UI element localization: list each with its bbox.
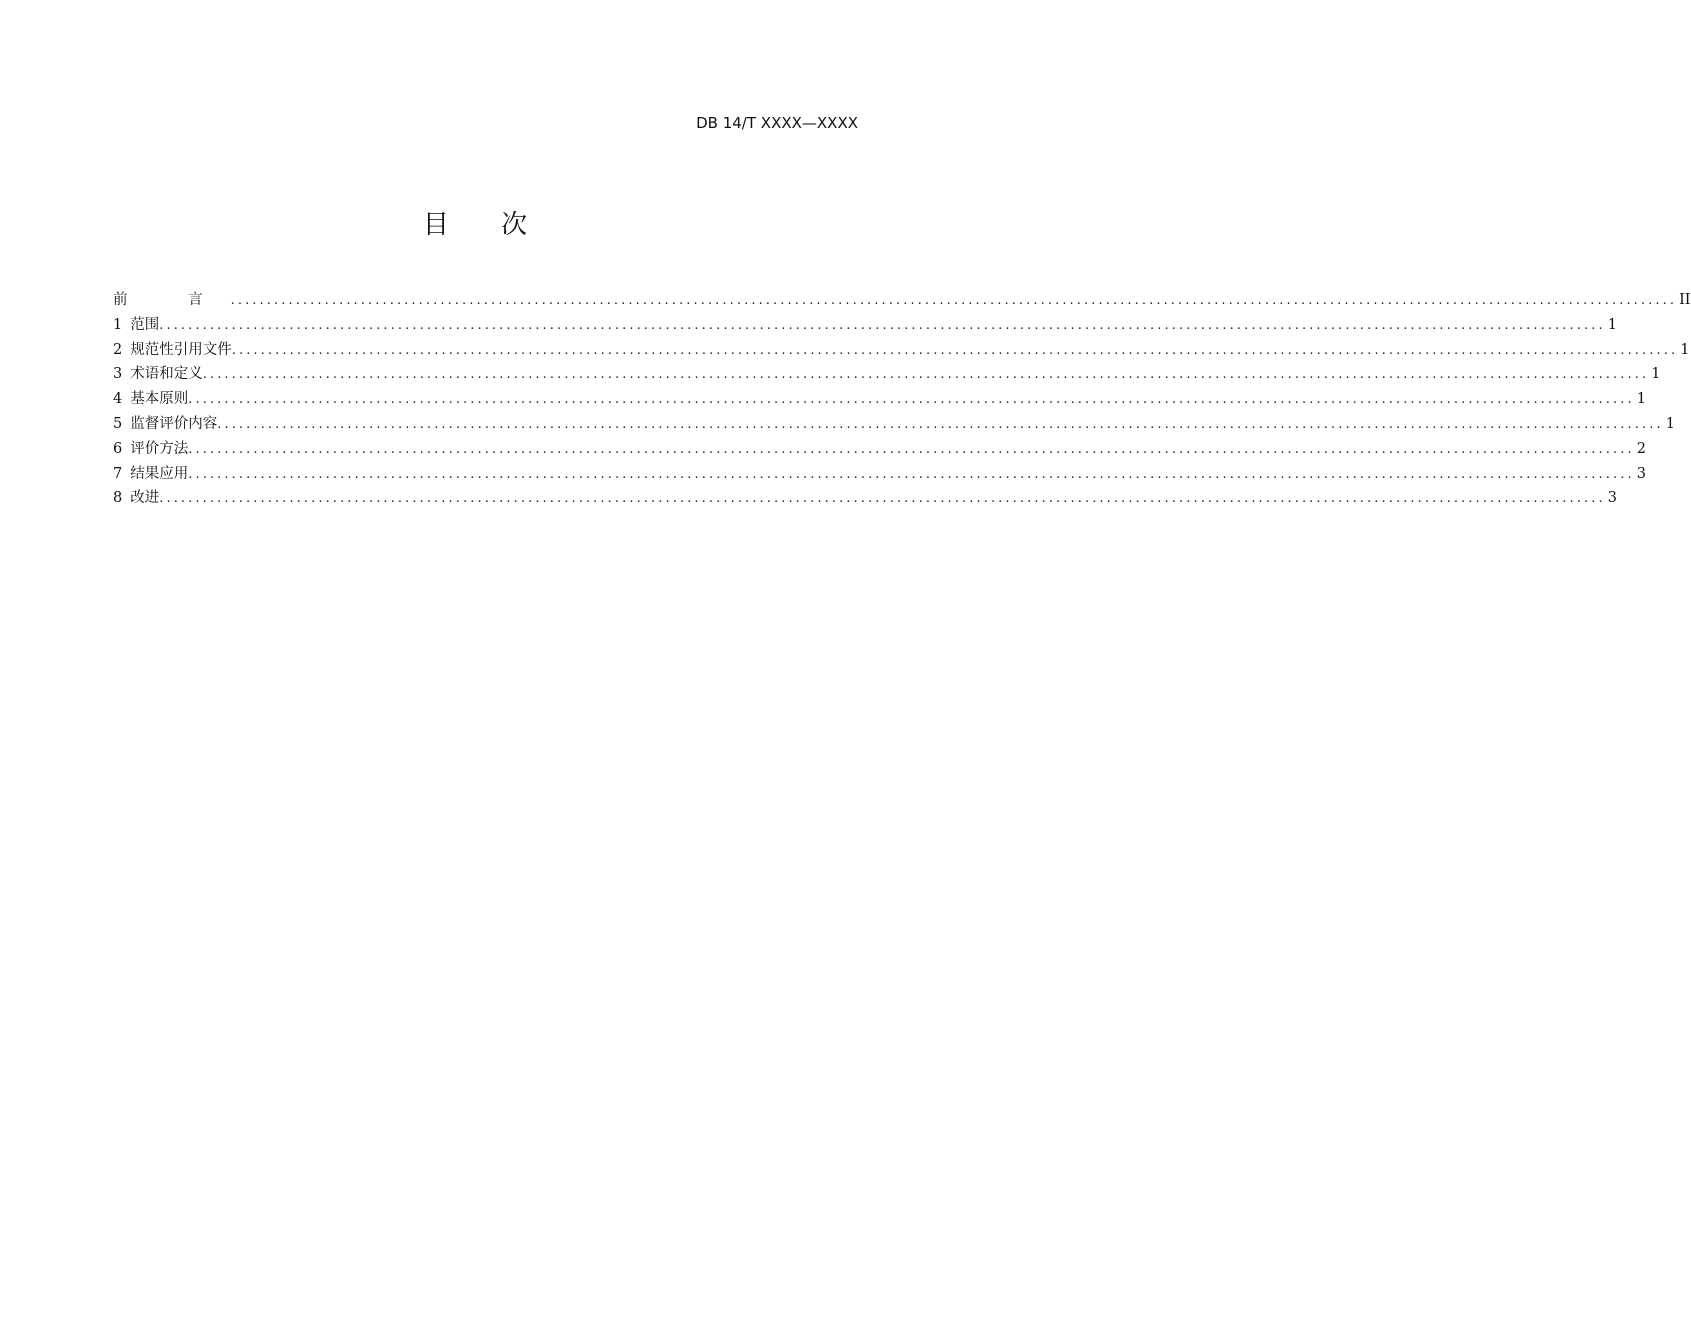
- toc-entry-page: 1: [1680, 341, 1690, 358]
- toc-entry-label: 结果应用: [130, 465, 189, 482]
- table-of-contents: [113, 288, 1691, 511]
- toc-entry-basic-principles[interactable]: [113, 387, 1646, 412]
- toc-entry-label: 基本原则: [130, 391, 189, 408]
- toc-entry-evaluation-content[interactable]: [113, 412, 1675, 437]
- toc-entry-foreword[interactable]: [113, 288, 1691, 313]
- toc-entry-number: 8: [113, 490, 123, 507]
- toc-entry-number: 4: [113, 391, 123, 408]
- toc-entry-number: 3: [113, 366, 123, 383]
- toc-entry-page: 3: [1636, 465, 1646, 482]
- toc-entry-label: 评价方法: [130, 440, 189, 457]
- toc-entry-evaluation-method[interactable]: [113, 437, 1646, 462]
- toc-entry-terms-definitions[interactable]: [113, 362, 1661, 387]
- toc-entry-number: 1: [113, 316, 123, 333]
- toc-entry-page: 1: [1636, 391, 1646, 408]
- toc-entry-page: 3: [1607, 490, 1617, 507]
- toc-entry-page: II: [1679, 292, 1691, 308]
- toc-entry-label: 术语和定义: [130, 366, 203, 383]
- toc-leader-dots: ........................................................................................................................................................................................................: [202, 367, 1650, 383]
- document-code: DB 14/T XXXX—XXXX: [696, 114, 858, 132]
- toc-entry-label: 监督评价内容: [130, 415, 218, 432]
- toc-leader-dots: ........................................................................................................................................................................................................: [231, 342, 1679, 358]
- toc-entry-number: 6: [113, 440, 123, 457]
- toc-leader-dots: ........................................................................................................................................................................................................: [159, 317, 1606, 333]
- toc-entry-label: 规范性引用文件: [130, 341, 232, 358]
- toc-leader-dots: ........................................................................................................................................................................................................: [188, 441, 1635, 457]
- toc-entry-number: 5: [113, 415, 123, 432]
- toc-entry-scope[interactable]: [113, 313, 1617, 338]
- toc-entry-label: 前 言: [113, 292, 231, 308]
- toc-entry-page: 2: [1636, 440, 1646, 457]
- toc-leader-dots: ........................................................................................................................................................................................................: [217, 416, 1664, 432]
- toc-entry-label: 范围: [130, 316, 160, 333]
- toc-title: 目 次: [422, 210, 550, 240]
- toc-entry-page: 1: [1665, 415, 1675, 432]
- toc-entry-page: 1: [1607, 316, 1617, 333]
- toc-entry-page: 1: [1651, 366, 1661, 383]
- toc-leader-dots: ........................................................................................................................................................................................................: [159, 491, 1606, 507]
- toc-entry-label: 改进: [130, 490, 160, 507]
- toc-leader-dots: ........................................................................................................................................................................................................: [188, 392, 1635, 408]
- toc-entry-number: 2: [113, 341, 123, 358]
- toc-entry-result-application[interactable]: [113, 462, 1646, 487]
- toc-entry-improvement[interactable]: [113, 486, 1617, 511]
- toc-leader-dots: ........................................................................................................................................................................................................: [230, 293, 1678, 308]
- toc-leader-dots: ........................................................................................................................................................................................................: [188, 466, 1635, 482]
- toc-entry-number: 7: [113, 465, 123, 482]
- toc-entry-normative-references[interactable]: [113, 338, 1690, 363]
